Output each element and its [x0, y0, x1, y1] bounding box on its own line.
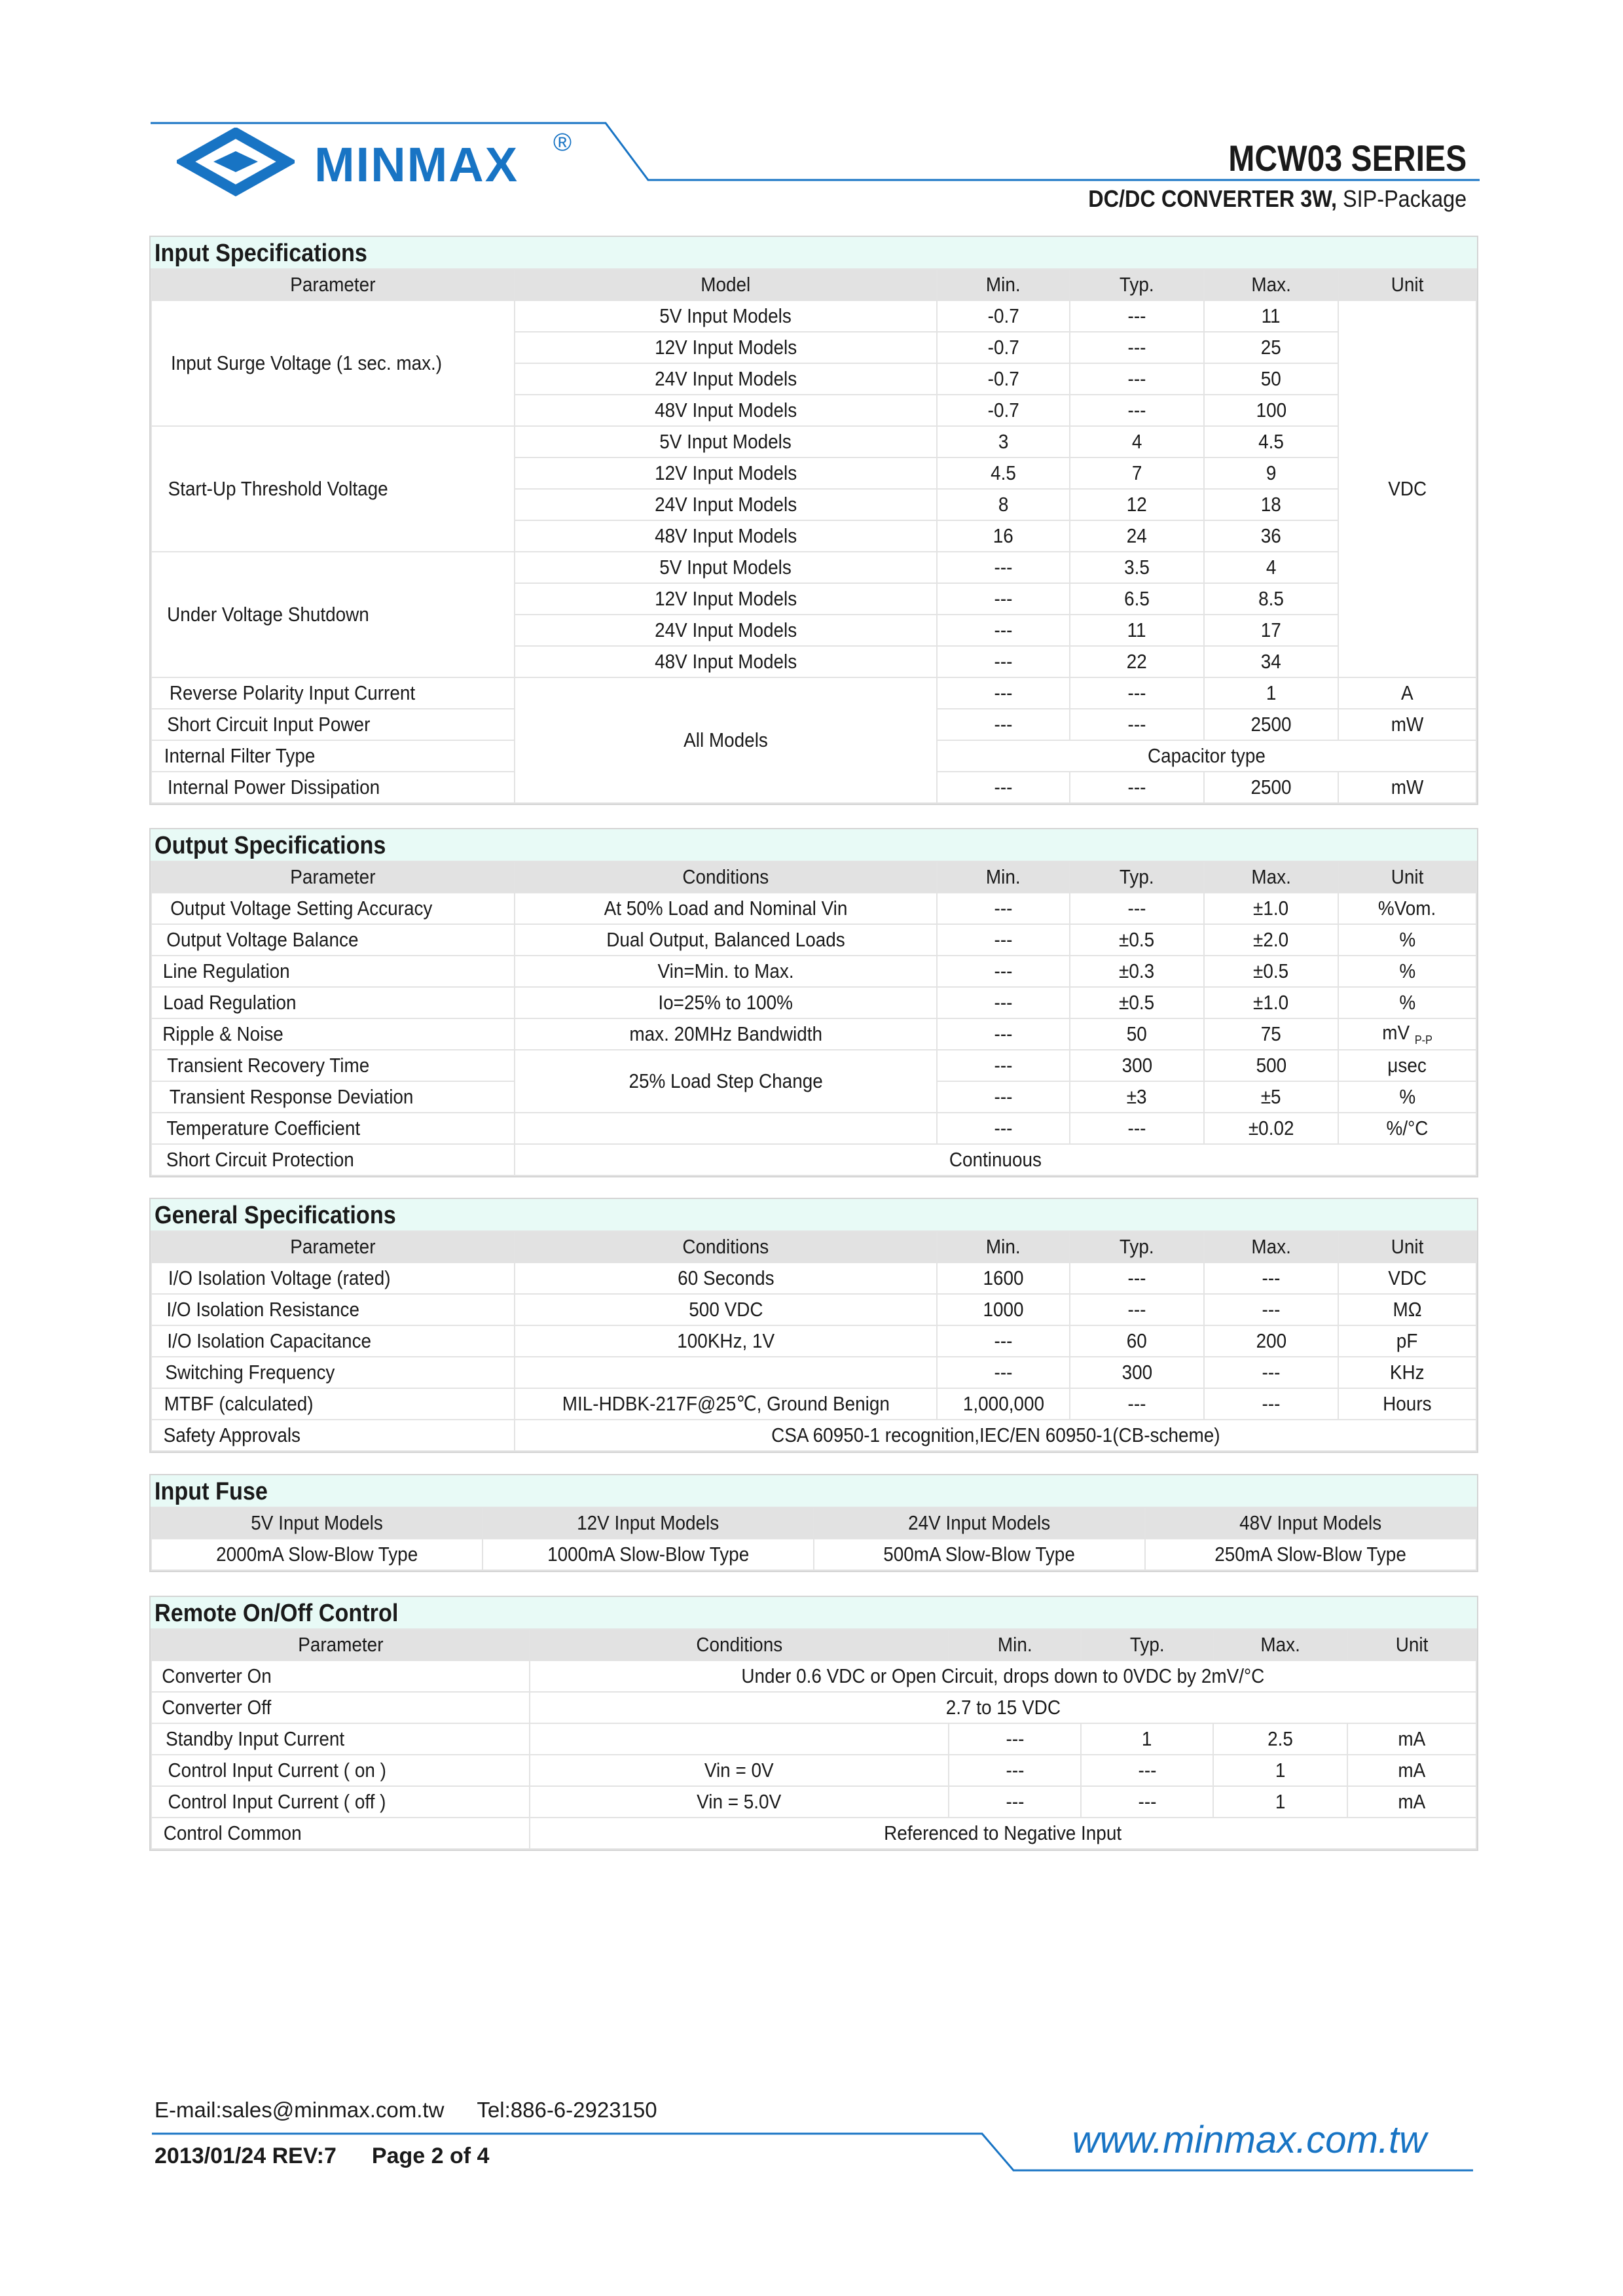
table-row: Safety Approvals CSA 60950-1 recognition,IEC/EN 60950-1(CB-scheme) [151, 1420, 1476, 1451]
footer-date: 2013/01/24 REV:7 [155, 2144, 337, 2168]
logo-diamond-icon [177, 128, 295, 200]
page-number: Page 2 of 4 [371, 2144, 490, 2168]
table-row: 12V Input Models --- 6.5 8.5 [151, 583, 1476, 615]
input-spec-table [151, 268, 1477, 804]
table-row: Output Voltage Setting Accuracy At 50% Load and Nominal Vin --- --- ±1.0 %Vom. [151, 893, 1476, 924]
table-header-row: 5V Input Models 12V Input Models 24V Input Models 48V Input Models [151, 1507, 1476, 1539]
general-specifications [149, 1198, 1478, 1453]
section-title: Input Specifications [151, 237, 1477, 268]
logo-registered-mark: ® [553, 129, 572, 156]
table-row: Switching Frequency --- 300 --- KHz [151, 1357, 1476, 1388]
output-spec-table [151, 861, 1477, 1176]
table-row: Control Common Referenced to Negative Input [151, 1818, 1476, 1849]
table-row: Output Voltage Balance Dual Output, Balanced Loads --- ±0.5 ±2.0 % [151, 924, 1476, 956]
table-header-row: Parameter Conditions Min. Typ. Max. Unit [151, 1629, 1476, 1660]
table-row: Transient Recovery Time 25% Load Step Change --- 300 500 μsec [151, 1050, 1476, 1081]
table-row: 48V Input Models 16 24 36 [151, 520, 1476, 552]
table-row: Under Voltage Shutdown 5V Input Models --- 3.5 4 [151, 552, 1476, 583]
table-row: Reverse Polarity Input Current All Models --- --- 1 A [151, 677, 1476, 709]
table-row: Short Circuit Input Power --- --- 2500 mW [151, 709, 1476, 740]
table-row: Control Input Current ( off ) Vin = 5.0V --- --- 1 mA [151, 1786, 1476, 1818]
table-row: Converter Off 2.7 to 15 VDC [151, 1692, 1476, 1723]
footer-website-link[interactable]: www.minmax.com.tw [1072, 2119, 1427, 2161]
footer-tel: Tel:886-6-2923150 [477, 2098, 657, 2122]
table-row: Internal Power Dissipation --- --- 2500 mW [151, 772, 1476, 803]
table-row: 48V Input Models -0.7 --- 100 [151, 395, 1476, 426]
table-row: I/O Isolation Capacitance 100KHz, 1V --- 60 200 pF [151, 1325, 1476, 1357]
footer-revision [155, 2144, 524, 2169]
table-row: 48V Input Models --- 22 34 [151, 646, 1476, 677]
table-row: Line Regulation Vin=Min. to Max. --- ±0.3 ±0.5 % [151, 956, 1476, 987]
table-row: Internal Filter Type Capacitor type [151, 740, 1476, 772]
section-title: Input Fuse [151, 1475, 1477, 1507]
table-row: Control Input Current ( on ) Vin = 0V --- --- 1 mA [151, 1755, 1476, 1786]
table-row: 24V Input Models 8 12 18 [151, 489, 1476, 520]
footer-email[interactable]: E-mail:sales@minmax.com.tw [155, 2098, 445, 2122]
table-row: Short Circuit Protection Continuous [151, 1144, 1476, 1175]
logo-text: MINMAX [314, 137, 519, 192]
table-row: 24V Input Models -0.7 --- 50 [151, 363, 1476, 395]
table-row: Transient Response Deviation --- ±3 ±5 % [151, 1081, 1476, 1113]
product-subtitle: DC/DC CONVERTER 3W, SIP-Package [1088, 185, 1467, 212]
remote-control-table [151, 1628, 1477, 1850]
input-specifications [149, 236, 1478, 805]
section-title: Remote On/Off Control [151, 1597, 1477, 1628]
table-row: 12V Input Models -0.7 --- 25 [151, 332, 1476, 363]
table-row: Load Regulation Io=25% to 100% --- ±0.5 ±1.0 % [151, 987, 1476, 1018]
table-row: I/O Isolation Voltage (rated) 60 Seconds 1600 --- --- VDC [151, 1263, 1476, 1294]
table-header-row: Parameter Conditions Min. Typ. Max. Unit [151, 1231, 1476, 1263]
output-specifications [149, 828, 1478, 1177]
table-header-row: Parameter Conditions Min. Typ. Max. Unit [151, 861, 1476, 893]
table-row: Standby Input Current --- 1 2.5 mA [151, 1723, 1476, 1755]
table-row: 24V Input Models --- 11 17 [151, 615, 1476, 646]
minmax-logo [177, 128, 570, 200]
section-title: General Specifications [151, 1199, 1477, 1230]
remote-on-off-control [149, 1596, 1478, 1851]
table-row: 12V Input Models 4.5 7 9 [151, 457, 1476, 489]
page-header [151, 115, 1480, 226]
table-row: Converter On Under 0.6 VDC or Open Circuit, drops down to 0VDC by 2mV/°C [151, 1660, 1476, 1692]
table-row: Input Surge Voltage (1 sec. max.) 5V Input Models -0.7 --- 11 VDC [151, 300, 1476, 332]
table-header-row: Parameter Model Min. Typ. Max. Unit [151, 269, 1476, 300]
input-fuse-table [151, 1507, 1477, 1571]
table-row: 2000mA Slow-Blow Type 1000mA Slow-Blow Type 500mA Slow-Blow Type 250mA Slow-Blow Type [151, 1539, 1476, 1570]
series-title: MCW03 SERIES [1228, 137, 1467, 179]
footer-contact [155, 2098, 690, 2123]
table-row: MTBF (calculated) MIL-HDBK-217F@25℃, Ground Benign 1,000,000 --- --- Hours [151, 1388, 1476, 1420]
input-fuse [149, 1474, 1478, 1572]
section-title: Output Specifications [151, 829, 1477, 861]
table-row: I/O Isolation Resistance 500 VDC 1000 --- --- MΩ [151, 1294, 1476, 1325]
table-row: Ripple & Noise max. 20MHz Bandwidth --- 50 75 mV $_{P-P}$ [151, 1018, 1476, 1050]
table-row: Start-Up Threshold Voltage 5V Input Models 3 4 4.5 [151, 426, 1476, 457]
table-row: Temperature Coefficient --- --- ±0.02 %/°C [151, 1113, 1476, 1144]
general-spec-table [151, 1230, 1477, 1452]
